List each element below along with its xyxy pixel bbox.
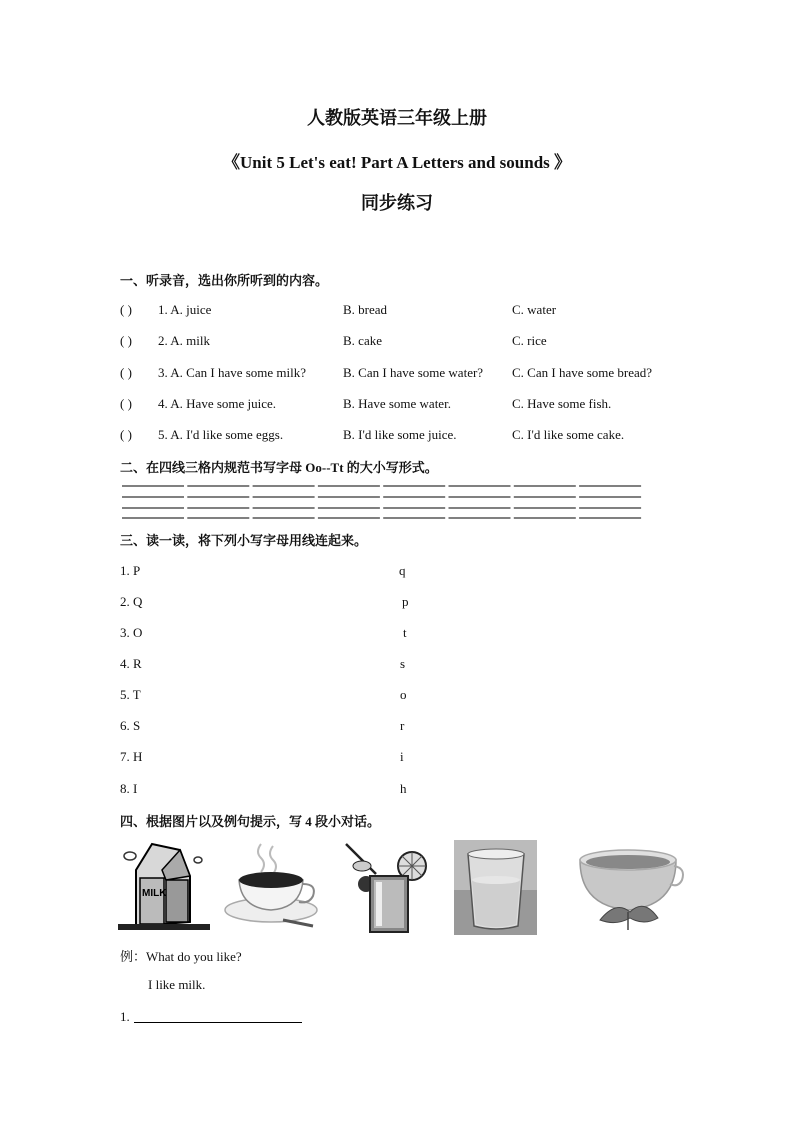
option-c: C. rice [512, 333, 547, 348]
option-b: B. bread [343, 302, 388, 317]
section-3-heading: 三、读一读，将下列小写字母用线连起来。 [120, 533, 368, 548]
milk-label: MILK [142, 888, 167, 899]
page-subtitle-2: 同步练习 [361, 193, 433, 213]
option-b: B. cake [343, 333, 382, 348]
match-left-item[interactable]: 6. S [120, 718, 141, 733]
example-prefix: 例： [120, 949, 147, 964]
option-b: B. Can I have some water? [343, 365, 484, 380]
option-a: 1. A. juice [158, 302, 212, 317]
match-left-item[interactable]: 2. Q [120, 594, 143, 609]
option-a: 5. A. I'd like some eggs. [158, 427, 284, 442]
answer-line[interactable] [134, 1021, 302, 1023]
answer-paren[interactable]: ( ) [120, 302, 132, 317]
section-4-heading: 四、根据图片以及例句提示，写 4 段小对话。 [120, 814, 381, 829]
option-c: C. I'd like some cake. [512, 427, 625, 442]
option-c: C. Can I have some bread? [512, 365, 653, 380]
option-a: 4. A. Have some juice. [158, 396, 277, 411]
option-c: C. water [512, 302, 557, 317]
water-glass-icon [454, 840, 537, 935]
juice-glass-icon [340, 840, 435, 935]
match-left-item[interactable]: 3. O [120, 625, 143, 640]
milk-carton-icon [118, 840, 210, 930]
example-answer: I like milk. [148, 977, 206, 992]
match-left-item[interactable]: 8. I [120, 781, 138, 796]
option-a: 3. A. Can I have some milk? [158, 365, 307, 380]
section-1-heading: 一、听录音，选出你所听到的内容。 [120, 273, 329, 288]
match-right-item[interactable]: h [400, 781, 407, 796]
answer-paren[interactable]: ( ) [120, 427, 132, 442]
page-subtitle: 《Unit 5 Let's eat! Part A Letters and sounds 》 [222, 153, 572, 172]
match-right-item[interactable]: i [400, 749, 404, 764]
match-right-item[interactable]: r [400, 718, 405, 733]
option-b: B. Have some water. [343, 396, 451, 411]
match-right-item[interactable]: t [403, 625, 407, 640]
answer-number: 1. [120, 1009, 130, 1024]
tea-cup-icon [570, 840, 685, 932]
match-right-item[interactable]: o [400, 687, 407, 702]
section-2-heading: 二、在四线三格内规范书写字母 Oo--Tt 的大小写形式。 [120, 460, 438, 475]
match-left-item[interactable]: 7. H [120, 749, 143, 764]
option-c: C. Have some fish. [512, 396, 612, 411]
example-question-line [120, 946, 242, 965]
match-right-item[interactable]: q [399, 563, 406, 578]
option-b: B. I'd like some juice. [343, 427, 457, 442]
four-line-grid[interactable] [122, 484, 642, 520]
page-title: 人教版英语三年级上册 [307, 108, 487, 128]
example-question: What do you like? [146, 949, 242, 964]
coffee-cup-icon [213, 840, 323, 930]
answer-paren[interactable]: ( ) [120, 396, 132, 411]
answer-paren[interactable]: ( ) [120, 333, 132, 348]
match-left-item[interactable]: 4. R [120, 656, 142, 671]
match-left-item[interactable]: 5. T [120, 687, 141, 702]
answer-paren[interactable]: ( ) [120, 365, 132, 380]
match-right-item[interactable]: s [400, 656, 406, 671]
match-left-item[interactable]: 1. P [120, 563, 141, 578]
option-a: 2. A. milk [158, 333, 211, 348]
match-right-item[interactable]: p [402, 594, 409, 609]
